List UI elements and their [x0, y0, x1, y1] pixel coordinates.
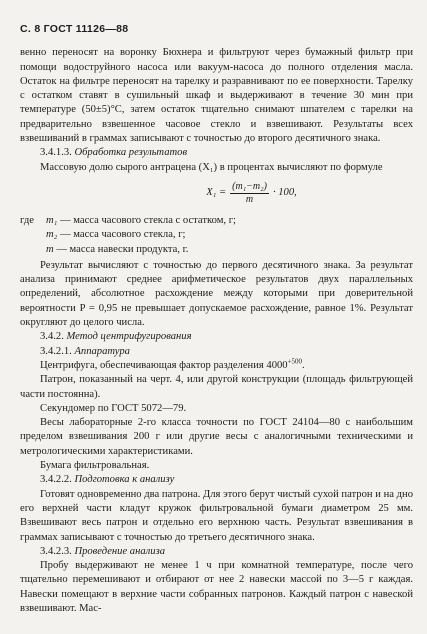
section-heading-3-4-2 [20, 330, 413, 344]
paragraph: Бумага фильтровальная. [40, 460, 150, 472]
section-heading-3-4-2-1 [20, 345, 413, 359]
section-number: 3.4.1.3. [40, 147, 72, 159]
section-number: 3.4.2.2. [40, 474, 72, 486]
variable-symbol: m₁ [46, 214, 58, 226]
formula-denominator: m [245, 193, 254, 205]
section-heading-3-4-2-2 [20, 473, 413, 487]
paragraph: венно переносят на воронку Бюхнера и фильтруют через бумажный фильтр при помощи водоструйного насоса или вакуум-насоса до полного отделения масла. Остаток на фильтре переносят на тарелку и разравнивают по ее поверхности. Тарелку с остатком ставят в сушильный шкаф и выдерживают в течение 30 мин при температуре (50±5)°С, затем остаток тщательно снимают шпателем с тарелки на предварительно взвешенное часовое стекло и взвешивают. Результаты всех взвешиваний в граммах записывают с точностью до второго десятичного знака. [20, 47, 413, 145]
where-lead: где [20, 214, 34, 226]
section-heading-3-4-1-3 [20, 146, 413, 160]
variable-text: — масса часового стекла, г; [60, 229, 186, 241]
section-title: Подготовка к анализу [74, 474, 175, 486]
variable-definitions [20, 214, 413, 257]
where-row-0 [46, 214, 413, 228]
section-heading-3-4-2-3 [20, 545, 413, 559]
variable-text: — масса навески продукта, г. [56, 243, 189, 255]
tolerance-superscript: +500 [287, 357, 303, 366]
section-number: 3.4.2.3. [40, 545, 72, 557]
paragraph [20, 359, 413, 373]
section-title: Метод центрифугирования [66, 331, 192, 343]
variable-symbol: m₂ [46, 229, 58, 241]
section-title: Аппаратура [74, 345, 130, 357]
centrifuge-text: Центрифуга, обеспечивающая фактор разделения 4000 [40, 359, 288, 371]
paragraph: Пробу выдерживают не менее 1 ч при комнатной температуре, после чего тщательно перемешивают и отбирают от нее 2 навески массой по 3—5 г каждая. Навески помещают в верхние части собранных патронов. Каждый патрон с навеской взвешивают. Мас- [20, 560, 413, 614]
centrifuge-text-end: . [302, 359, 305, 371]
formula [90, 181, 413, 206]
paragraph: Результат вычисляют с точностью до первого десятичного знака. За результат анализа принимают среднее арифметическое результатов двух параллельных определений, абсолютное расхождение между которыми при доверительной вероятности P = 0,95 не превышает допускаемое расхождение, равное 1%. Результат округляют до целого числа. [20, 259, 413, 329]
paragraph: Весы лабораторные 2-го класса точности по ГОСТ 24104—80 с наибольшим пределом взвешивания 200 г или другие весы с аналогичными техническими и метрологическими характеристиками. [20, 417, 413, 457]
where-row-2 [46, 243, 413, 257]
page-header: С. 8 ГОСТ 11126—88 [20, 23, 129, 35]
where-row-1 [46, 228, 413, 242]
formula-lhs: X₁ = [206, 187, 227, 199]
formula-rhs: · 100, [272, 187, 297, 199]
paragraph: Секундомер по ГОСТ 5072—79. [40, 402, 187, 414]
variable-text: — масса часового стекла с остатком, г; [60, 214, 236, 226]
section-number: 3.4.2.1. [40, 345, 72, 357]
variable-symbol: m [46, 243, 54, 255]
formula-fraction [230, 181, 269, 206]
paragraph: Массовую долю сырого антрацена (X₁) в процентах вычисляют по формуле [40, 161, 383, 173]
section-title: Проведение анализа [74, 545, 166, 557]
paragraph: Готовят одновременно два патрона. Для этого берут чистый сухой патрон и на дно его верхней части кладут кружок фильтровальной бумаги диаметром 25 мм. Взвешивают весь патрон и отдельно его верхнюю часть. Результат взвешивания в граммах записывают с точностью до третьего десятичного знака. [20, 488, 413, 543]
section-title: Обработка результатов [74, 147, 188, 159]
paragraph: Патрон, показанный на черт. 4, или другой конструкции (площадь фильтрующей части постоянна). [20, 374, 413, 400]
section-number: 3.4.2. [40, 331, 64, 343]
formula-numerator: (m₁−m₂) [232, 180, 267, 192]
